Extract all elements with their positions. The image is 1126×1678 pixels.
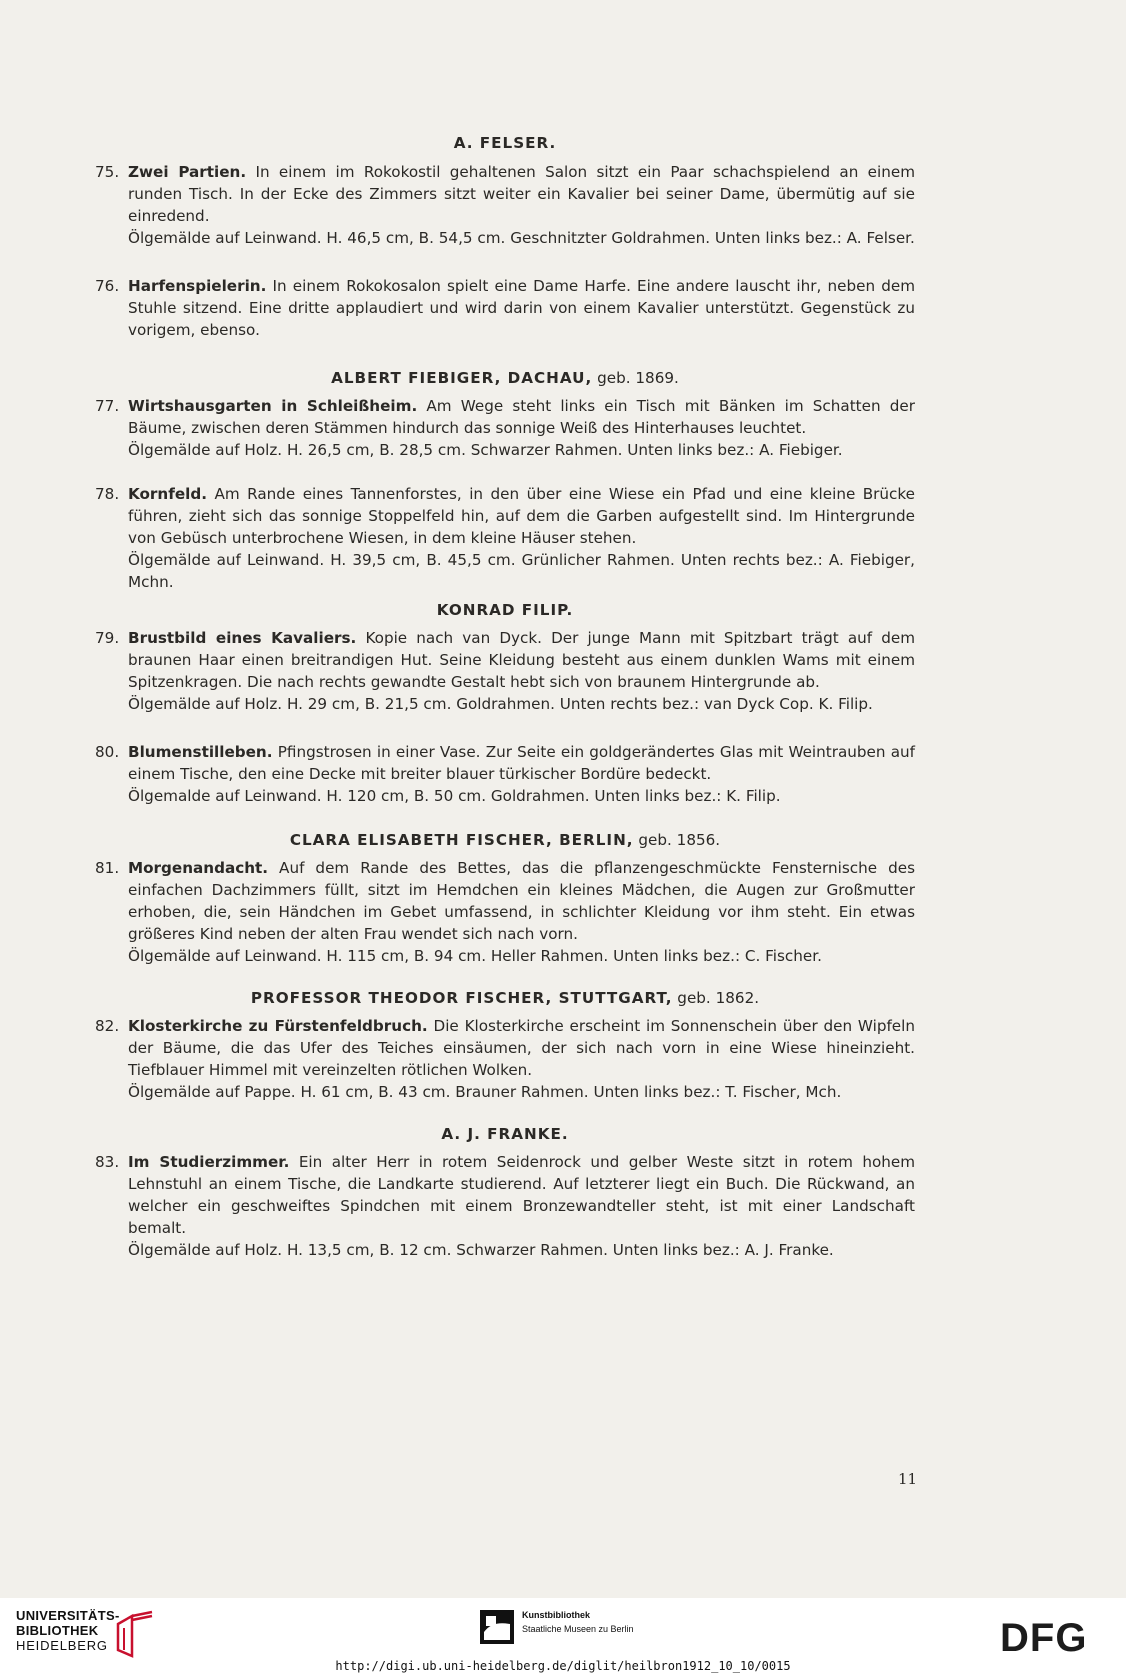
dfg-logo: DFG — [1000, 1616, 1088, 1660]
entry-description: Auf dem Rande des Bettes, das die pflanzengeschmückte Fensternische des einfachen Dachzimmers füllt, sitzt im Hemdchen ein kleines Mädchen, die Augen zur Großmutter erhoben, die, sein Händchen im Gebet umfassend, in schlichter Kleidung vor ihm steht. Ein etwas größeres Kind neben der alten Frau wendet sich nach vorn. — [128, 859, 915, 943]
birth-year: geb. 1869. — [592, 369, 679, 387]
catalog-entry — [95, 741, 915, 807]
source-url[interactable]: http://digi.ub.uni-heidelberg.de/diglit/heilbron1912_10_10/0015 — [335, 1659, 791, 1673]
entry-details: Ölgemälde auf Pappe. H. 61 cm, B. 43 cm. Brauner Rahmen. Unten links bez.: T. Fischer, Mch. — [128, 1083, 842, 1101]
entry-description: Am Rande eines Tannenforstes, in den über eine Wiese ein Pfad und eine kleine Brücke führen, zieht sich das sonnige Stoppelfeld hin, auf dem die Garben aufgestellt sind. Im Hintergrunde von Gebüsch unterbrochene Wiesen, in dem kleine Häuser stehen. — [128, 485, 915, 547]
entry-title: Zwei Partien. — [128, 163, 247, 181]
artist-heading: A. J. FRANKE. — [441, 1125, 569, 1143]
catalog-entry — [95, 275, 915, 341]
entry-description: Ein alter Herr in rotem Seidenrock und gelber Weste sitzt in rotem hohem Lehnstuhl an einem Tische, die Landkarte studierend. Auf letzterer liegt ein Buch. Die Rückwand, an welcher ein geschweiftes Spindchen mit einem Bronzewandteller steht, ist mit einer Landschaft bemalt. — [128, 1153, 916, 1237]
partner-institution — [522, 1608, 634, 1636]
catalog-text — [95, 132, 915, 1261]
library-line: BIBLIOTHEK — [16, 1623, 99, 1638]
artist-heading: CLARA ELISABETH FISCHER, BERLIN, geb. 1856. — [289, 831, 721, 849]
entry-details: Ölgemälde auf Holz. H. 26,5 cm, B. 28,5 cm. Schwarzer Rahmen. Unten links bez.: A. Fiebiger. — [128, 441, 843, 459]
catalog-entry — [95, 1015, 915, 1103]
entry-title: Im Studierzimmer. — [128, 1153, 290, 1171]
artist-heading: ALBERT FIEBIGER, DACHAU, geb. 1869. — [331, 369, 679, 387]
entry-number: 77. — [95, 397, 120, 415]
catalog-entry — [95, 395, 915, 461]
partner-line: Kunstbibliothek — [522, 1610, 590, 1620]
library-line: UNIVERSITÄTS- — [16, 1608, 120, 1623]
entry-number: 75. — [95, 163, 120, 181]
entry-description: Kopie nach van Dyck. Der junge Mann mit Spitzbart trägt auf dem braunen Haar einen breitrandigen Hut. Seine Kleidung besteht aus einem dunklen Wams mit einem Spitzenkragen. Die nach rechts gewandte Gestalt hebt sich von braunem Hintergrunde ab. — [128, 629, 915, 691]
entry-number: 82. — [95, 1017, 120, 1035]
entry-title: Blumenstilleben. — [128, 743, 273, 761]
entry-details: Ölgemälde auf Holz. H. 29 cm, B. 21,5 cm. Goldrahmen. Unten rechts bez.: van Dyck Cop. K. Filip. — [128, 695, 873, 713]
birth-year: geb. 1856. — [633, 831, 721, 849]
entry-title: Wirtshausgarten in Schleißheim. — [128, 397, 418, 415]
entry-number: 80. — [95, 743, 120, 761]
artist-heading: KONRAD FILIP. — [436, 601, 574, 619]
entry-title: Harfenspielerin. — [128, 277, 267, 295]
digitization-footer — [0, 1598, 1126, 1678]
entry-number: 76. — [95, 277, 120, 295]
entry-title: Morgenandacht. — [128, 859, 269, 877]
entry-number: 78. — [95, 485, 120, 503]
entry-number: 81. — [95, 859, 120, 877]
entry-number: 79. — [95, 629, 120, 647]
ub-logo-icon — [112, 1610, 158, 1658]
entry-number: 83. — [95, 1153, 120, 1171]
catalog-entry — [95, 857, 915, 967]
entry-title: Klosterkirche zu Fürstenfeldbruch. — [128, 1017, 428, 1035]
artist-heading: PROFESSOR THEODOR FISCHER, STUTTGART, geb. 1862. — [250, 989, 760, 1007]
entry-details: Ölgemalde auf Leinwand. H. 120 cm, B. 50 cm. Goldrahmen. Unten links bez.: K. Filip. — [128, 787, 781, 805]
entry-details: Ölgemälde auf Leinwand. H. 46,5 cm, B. 54,5 cm. Geschnitzter Goldrahmen. Unten links bez.: A. Felser. — [128, 229, 915, 247]
entry-details: Ölgemälde auf Holz. H. 13,5 cm, B. 12 cm. Schwarzer Rahmen. Unten links bez.: A. J. Franke. — [128, 1241, 834, 1259]
catalog-entry — [95, 627, 915, 715]
entry-title: Kornfeld. — [128, 485, 207, 503]
entry-description: Pfingstrosen in einer Vase. Zur Seite ein goldgerändertes Glas mit Weintrauben auf einem Tische, den eine Decke mit breiter blauer türkischer Bordüre bedeckt. — [128, 743, 915, 783]
partner-line: Staatliche Museen zu Berlin — [522, 1624, 634, 1634]
catalog-entry — [95, 483, 915, 593]
entry-details: Ölgemälde auf Leinwand. H. 115 cm, B. 94 cm. Heller Rahmen. Unten links bez.: C. Fischer. — [128, 947, 822, 965]
library-line: HEIDELBERG — [16, 1638, 108, 1653]
entry-details: Ölgemälde auf Leinwand. H. 39,5 cm, B. 45,5 cm. Grünlicher Rahmen. Unten rechts bez.: A. Fiebiger, Mchn. — [128, 551, 915, 591]
catalog-entry — [95, 1151, 915, 1261]
page-number: 11 — [898, 1470, 918, 1488]
kunstbibliothek-logo-icon — [480, 1610, 514, 1644]
entry-description: Die Klosterkirche erscheint im Sonnenschein über den Wipfeln der Bäume, die das Ufer des Teiches einsäumen, der sich nach vorn in eine Wiese hineinzieht. Tiefblauer Himmel mit vereinzelten rötlichen Wolken. — [128, 1017, 915, 1079]
entry-title: Brustbild eines Kavaliers. — [128, 629, 357, 647]
catalog-entry — [95, 161, 915, 249]
entry-description: Am Wege steht links ein Tisch mit Bänken im Schatten der Bäume, zwischen deren Stämmen hindurch das sonnige Weiß des Hinterhauses leuchtet. — [128, 397, 915, 437]
library-name — [16, 1608, 120, 1653]
entry-description: In einem Rokokosalon spielt eine Dame Harfe. Eine andere lauscht ihr, neben dem Stuhle sitzend. Eine dritte applaudiert und wird darin von einem Kavalier unterstützt. Gegenstück zu vorigem, ebenso. — [128, 277, 915, 339]
artist-heading: A. FELSER. — [453, 134, 557, 152]
entry-description: In einem im Rokokostil gehaltenen Salon sitzt ein Paar schachspielend an einem runden Tisch. In der Ecke des Zimmers sitzt weiter ein Kavalier bei seiner Dame, übermütig auf sie einredend. — [128, 163, 915, 225]
birth-year: geb. 1862. — [672, 989, 760, 1007]
